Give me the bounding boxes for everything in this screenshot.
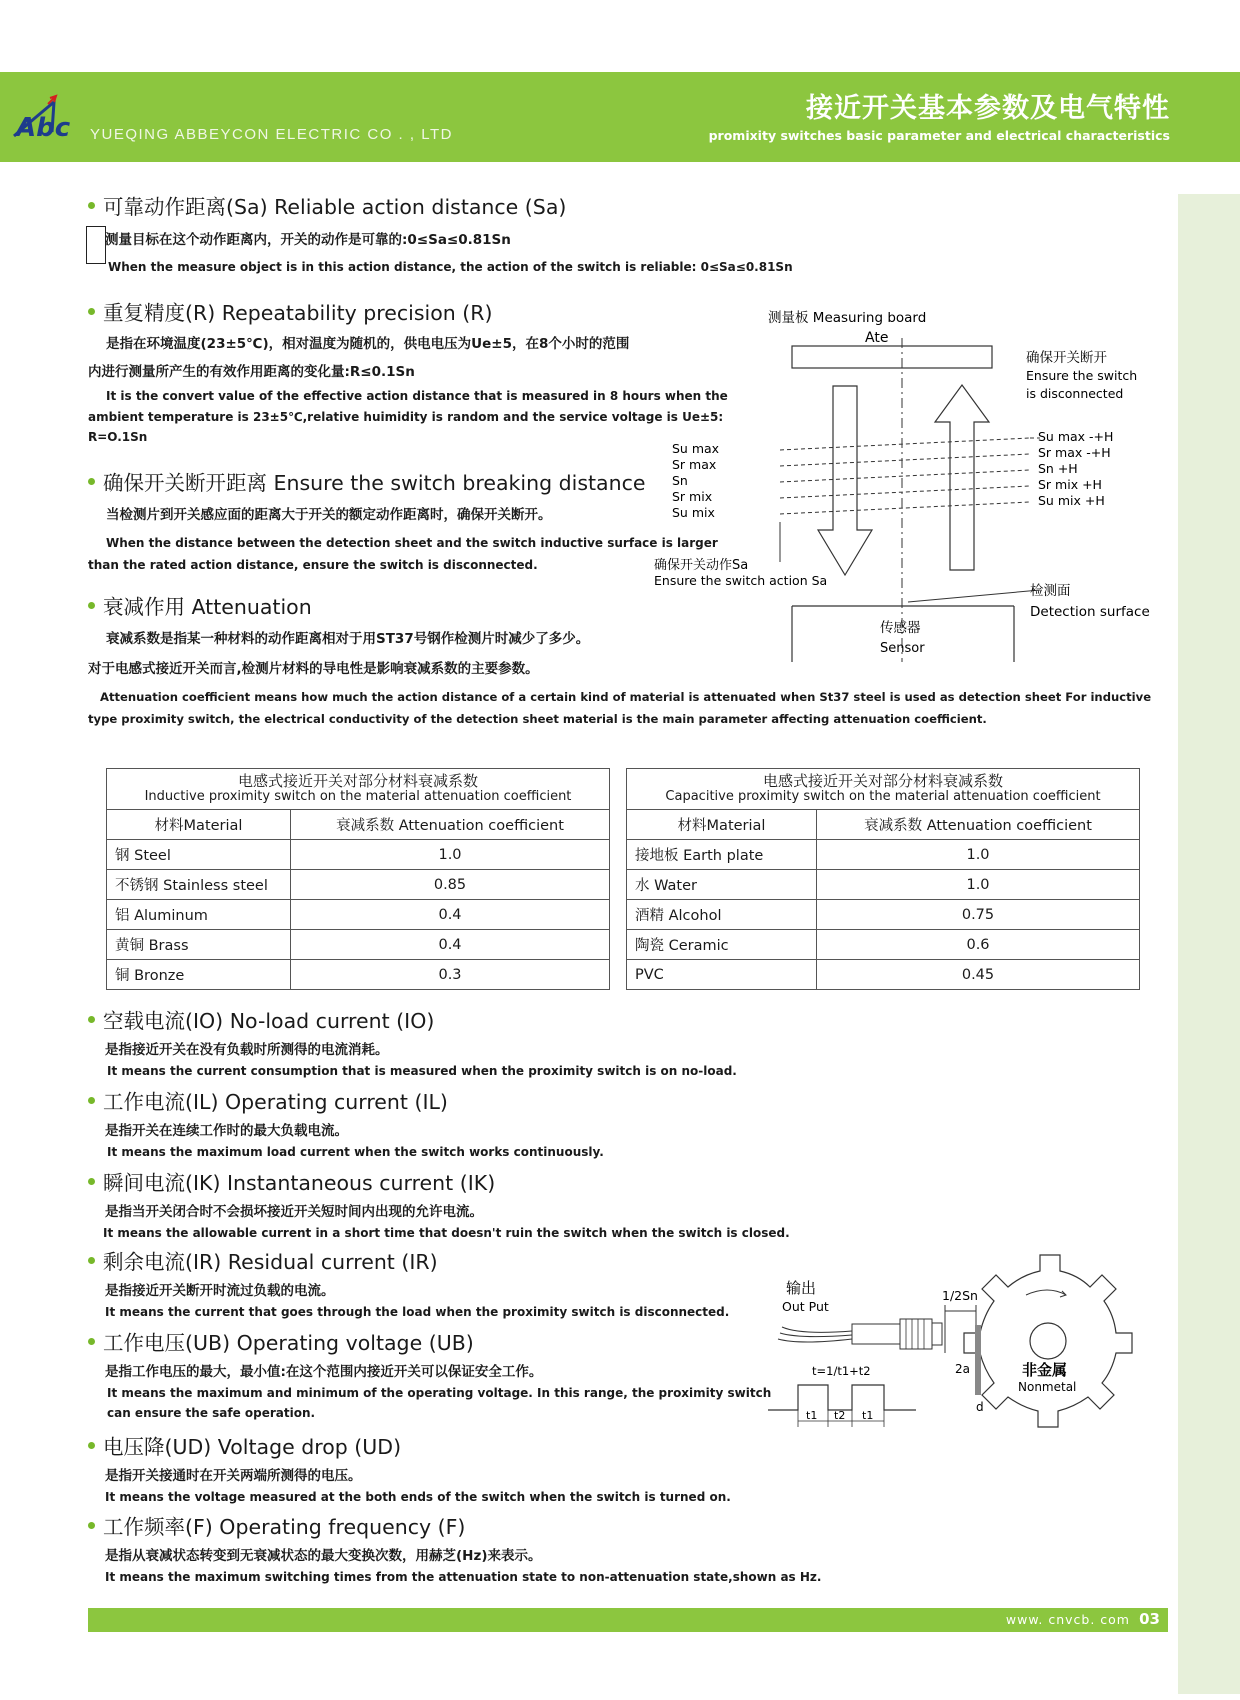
section-heading: 确保开关断开距离 Ensure the switch breaking distance (103, 471, 646, 495)
bullet-icon (88, 1442, 95, 1449)
nonmetal-cn: 非金属 (1022, 1361, 1068, 1379)
section-no-load: 空载电流(IO) No-load current (IO) 是指接近开关在没有负载时所测得的电流消耗。 It means the current consumption that is measured when the proximity switch is on no-load. (88, 1004, 737, 1078)
bullet-icon (88, 1097, 95, 1104)
level-right-1: Su max -+H (1038, 429, 1114, 444)
break-cn: 当检测片到开关感应面的距离大于开关的额定动作距离时，确保开关断开。 (106, 507, 552, 523)
table-row: 接地板 Earth plate 1.0 (627, 840, 1140, 870)
break-en1: When the distance between the detection sheet and the switch inductive surface is larger (106, 536, 718, 550)
section-attenuation (88, 590, 312, 620)
page-subtitle: promixity switches basic parameter and electrical characteristics (708, 128, 1170, 143)
level-right-2: Sr max -+H (1038, 445, 1111, 460)
r-en2: ambient temperature is 23±5℃,relative huimidity is random and the service voltage is Ue±5: (88, 410, 724, 424)
level-right-4: Sr mix +H (1038, 477, 1102, 492)
sensor-cn: 传感器 (880, 620, 921, 636)
half-sn-label: 1/2Sn (942, 1288, 978, 1303)
section-heading: 瞬间电流(IK) Instantaneous current (IK) (103, 1171, 496, 1195)
surface-en: Detection surface (1030, 604, 1150, 620)
section-voltage-drop: 电压降(UD) Voltage drop (UD) 是指开关接通时在开关两端所测得的电压。 It means the voltage measured at the both ends of the switch when the switch is turned on. (88, 1430, 731, 1504)
att-cn1: 衰减系数是指某一种材料的动作距离相对于用ST37号钢作检测片时减少了多少。 (106, 631, 590, 647)
sa-en: When the measure object is in this action distance, the action of the switch is reliable: 0≤Sa≤0.81Sn (108, 260, 793, 274)
att-en2: type proximity switch, the electrical conductivity of the detection sheet material is the main parameter affecting attenuation coefficient. (88, 712, 987, 726)
col-header-coefficient: 衰减系数 Attenuation coefficient (817, 810, 1140, 840)
d-label: d (976, 1400, 984, 1414)
table-row: PVC 0.45 (627, 960, 1140, 990)
company-name: YUEQING ABBEYCON ELECTRIC CO . , LTD (90, 126, 453, 143)
formula-label: t=1/t1+t2 (812, 1364, 871, 1378)
section-operating-voltage: 工作电压(UB) Operating voltage (UB) 是指工作电压的最大，最小值:在这个范围内接近开关可以保证安全工作。 It means the maximum and minimum of the operating voltage. In this range, the proximity switch can ensure the safe operation. (88, 1326, 771, 1420)
ate-label: Ate (865, 330, 889, 346)
r-en3: R=O.1Sn (88, 430, 148, 444)
bullet-icon (88, 1016, 95, 1023)
frequency-diagram (760, 1235, 1170, 1430)
col-header-material: 材料Material (627, 810, 817, 840)
level-sr-max: Sr max (672, 457, 717, 472)
bullet-icon (88, 1178, 95, 1185)
svg-text:Abc: Abc (16, 113, 71, 143)
nonmetal-en: Nonmetal (1018, 1380, 1077, 1394)
bullet-icon (88, 478, 95, 485)
text-cursor-box (86, 226, 106, 264)
table-row: 黄铜 Brass 0.4 (107, 930, 610, 960)
table-title: 电感式接近开关对部分材料衰减系数 Inductive proximity switch on the material attenuation coefficient (107, 769, 610, 810)
section-breaking-distance (88, 466, 645, 496)
table-row: 陶瓷 Ceramic 0.6 (627, 930, 1140, 960)
action-en: Ensure the switch action Sa (654, 573, 828, 588)
level-su-max: Su max (672, 441, 720, 456)
bullet-icon (88, 1257, 95, 1264)
measuring-diagram (654, 300, 1170, 665)
table-row: 水 Water 1.0 (627, 870, 1140, 900)
section-instantaneous-current: 瞬间电流(IK) Instantaneous current (IK) 是指当开关闭合时不会损坏接近开关短时间内出现的允许电流。 It means the allowable current in a short time that doesn't ruin the switch when the switch is closed. (88, 1166, 790, 1240)
col-header-material: 材料Material (107, 810, 291, 840)
section-heading: 工作电流(IL) Operating current (IL) (103, 1090, 448, 1114)
bullet-icon (88, 1338, 95, 1345)
r-cn2: 内进行测量所产生的有效作用距离的变化量:R≤0.1Sn (88, 364, 415, 380)
sensor-body (852, 1324, 900, 1344)
hatched-edge (975, 1325, 981, 1395)
bullet-icon (88, 202, 95, 209)
section-repeatability (88, 296, 493, 326)
down-arrow-icon (818, 386, 872, 575)
page-title: 接近开关基本参数及电气特性 (806, 93, 1170, 124)
section-heading: 电压降(UD) Voltage drop (UD) (103, 1435, 402, 1459)
sa-cn: 测量目标在这个动作距离内，开关的动作是可靠的:0≤Sa≤0.81Sn (105, 232, 511, 248)
output-cn: 输出 (786, 1279, 817, 1297)
section-operating-frequency: 工作频率(F) Operating frequency (F) 是指从衰减状态转变到无衰减状态的最大变换次数，用赫芝(Hz)来表示。 It means the maximum switching times from the attenuation state to non-attenuation state,shown as Hz. (88, 1510, 821, 1584)
table-title: 电感式接近开关对部分材料衰减系数 Capacitive proximity switch on the material attenuation coefficient (627, 769, 1140, 810)
ensure-en1: Ensure the switch (1026, 368, 1138, 383)
section-heading: 工作频率(F) Operating frequency (F) (103, 1515, 466, 1539)
section-heading: 重复精度(R) Repeatability precision (R) (103, 301, 493, 325)
col-header-coefficient: 衰减系数 Attenuation coefficient (291, 810, 610, 840)
header-banner (0, 72, 1240, 162)
r-cn1: 是指在环境温度(23±5℃)，相对温度为随机的，供电电压为Ue±5，在8个小时的范围 (106, 336, 630, 352)
bullet-icon (88, 1522, 95, 1529)
level-sr-mix: Sr mix (672, 489, 713, 504)
section-heading: 工作电压(UB) Operating voltage (UB) (103, 1331, 474, 1355)
surface-cn: 检测面 (1030, 583, 1071, 599)
up-arrow-icon (935, 385, 989, 570)
inductive-table (106, 768, 610, 990)
nonmetal-gear-icon (964, 1255, 1132, 1427)
footer-url: www. cnvcb. com (1005, 1612, 1130, 1627)
t1-label: t1 (806, 1409, 818, 1422)
break-en2: than the rated action distance, ensure the switch is disconnected. (88, 558, 538, 572)
pulse-wave (768, 1385, 916, 1410)
t2-label: t2 (834, 1409, 846, 1422)
capacitive-table (626, 768, 1140, 990)
level-lines (780, 438, 1040, 514)
company-logo (10, 92, 82, 142)
section-residual-current: 剩余电流(IR) Residual current (IR) 是指接近开关断开时流过负载的电流。 It means the current that goes through the load when the proximity switch is disconnected. (88, 1245, 729, 1319)
sensor-cable (778, 1327, 852, 1342)
action-cn: 确保开关动作Sa (654, 558, 749, 573)
ensure-cn: 确保开关断开 (1026, 350, 1107, 366)
sensor-en: Sensor (880, 641, 925, 656)
section-reliable-distance (88, 190, 566, 220)
att-cn2: 对于电感式接近开关而言,检测片材料的导电性是影响衰减系数的主要参数。 (88, 661, 539, 677)
side-band (1178, 194, 1240, 1694)
two-a-label: 2a (955, 1362, 970, 1376)
level-su-mix: Su mix (672, 505, 715, 520)
level-right-3: Sn +H (1038, 461, 1078, 476)
t1-label-2: t1 (862, 1409, 874, 1422)
level-sn: Sn (672, 473, 688, 488)
bullet-icon (88, 308, 95, 315)
table-row: 钢 Steel 1.0 (107, 840, 610, 870)
board-label: 测量板 Measuring board (768, 310, 927, 326)
table-row: 不锈钢 Stainless steel 0.85 (107, 870, 610, 900)
ensure-en2: is disconnected (1026, 386, 1124, 401)
section-heading: 剩余电流(IR) Residual current (IR) (103, 1250, 438, 1274)
section-operating-current: 工作电流(IL) Operating current (IL) 是指开关在连续工作时的最大负载电流。 It means the maximum load current when the switch works continuously. (88, 1085, 604, 1159)
section-heading: 衰减作用 Attenuation (103, 595, 312, 619)
section-heading: 可靠动作距离(Sa) Reliable action distance (Sa) (88, 190, 566, 220)
section-heading: 空载电流(IO) No-load current (IO) (103, 1009, 435, 1033)
footer-bar (88, 1608, 1168, 1632)
bullet-icon (88, 602, 95, 609)
table-row: 铜 Bronze 0.3 (107, 960, 610, 990)
table-row: 铝 Aluminum 0.4 (107, 900, 610, 930)
att-en1: Attenuation coefficient means how much the action distance of a certain kind of material is attenuated when St37 steel is used as detection sheet For inductive (100, 690, 1152, 704)
table-row: 酒精 Alcohol 0.75 (627, 900, 1140, 930)
measuring-board (792, 346, 992, 368)
output-en: Out Put (782, 1299, 829, 1314)
page-number: 03 (1139, 1610, 1160, 1628)
r-en1: It is the convert value of the effective action distance that is measured in 8 hours when the (106, 389, 728, 403)
level-right-5: Su mix +H (1038, 493, 1105, 508)
